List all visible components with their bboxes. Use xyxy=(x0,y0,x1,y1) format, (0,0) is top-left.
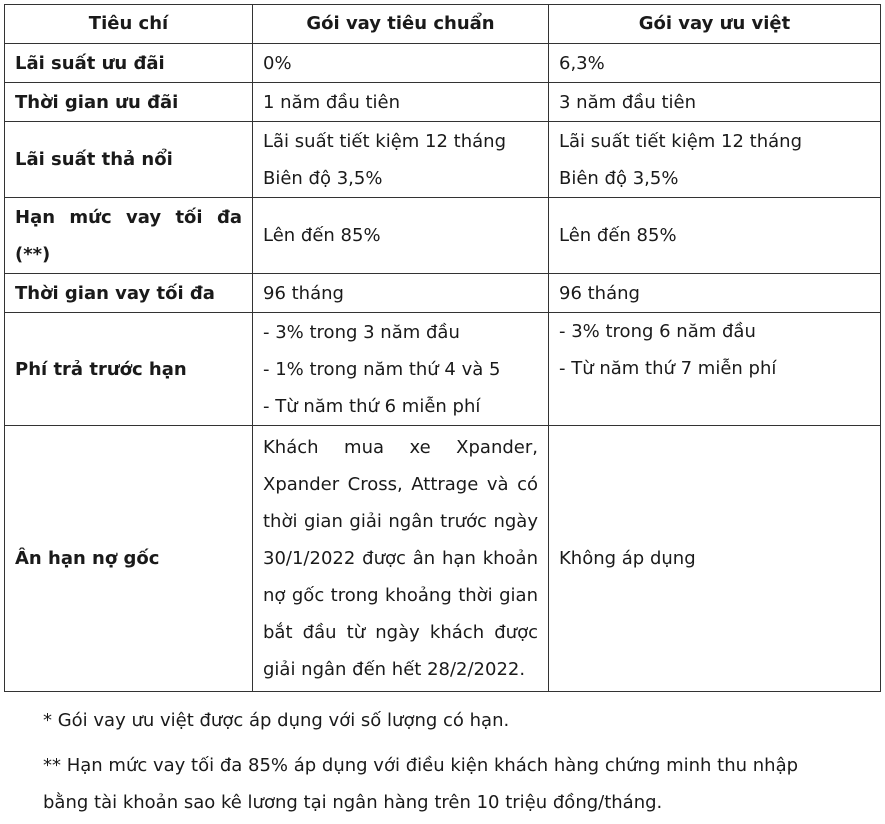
premium-value-cell xyxy=(549,198,881,274)
table-row xyxy=(5,198,881,274)
cell-line: Biên độ 3,5% xyxy=(263,167,383,189)
table-row xyxy=(5,122,881,198)
table-row xyxy=(5,44,881,83)
premium-value-cell xyxy=(549,122,881,198)
cell-line: - 1% trong năm thứ 4 và 5 xyxy=(263,358,501,380)
cell-line: Lên đến 85% xyxy=(559,225,677,246)
criterion-cell: Thời gian vay tối đa xyxy=(5,274,253,313)
loan-comparison-table xyxy=(4,4,881,692)
cell-line: Lên đến 85% xyxy=(263,225,381,246)
cell-line: Không áp dụng xyxy=(559,548,696,569)
premium-value-cell xyxy=(549,274,881,313)
cell-line: 96 tháng xyxy=(263,282,344,304)
cell-line: Biên độ 3,5% xyxy=(559,167,679,189)
cell-line: - 3% trong 3 năm đầu xyxy=(263,321,460,343)
cell-line: 1 năm đầu tiên xyxy=(263,91,400,113)
table-header-row xyxy=(5,5,881,44)
footnotes xyxy=(43,702,843,821)
standard-value-cell xyxy=(253,426,549,692)
cell-line: 96 tháng xyxy=(559,282,640,304)
cell-line: 0% xyxy=(263,52,292,74)
standard-value-cell xyxy=(253,83,549,122)
standard-value-cell xyxy=(253,122,549,198)
premium-value-cell xyxy=(549,44,881,83)
cell-line: - Từ năm thứ 6 miễn phí xyxy=(263,395,481,417)
standard-value-cell xyxy=(253,198,549,274)
premium-value-cell xyxy=(549,83,881,122)
header-standard-loan: Gói vay tiêu chuẩn xyxy=(253,5,549,44)
standard-value-cell xyxy=(253,313,549,426)
criterion-cell: Lãi suất thả nổi xyxy=(5,122,253,198)
table-row xyxy=(5,313,881,426)
header-criterion: Tiêu chí xyxy=(5,5,253,44)
cell-line: Lãi suất tiết kiệm 12 tháng xyxy=(559,130,802,152)
footnote-limited-quantity: * Gói vay ưu việt được áp dụng với số lượng có hạn. xyxy=(43,710,510,731)
premium-value-cell xyxy=(549,313,881,426)
cell-line: - Từ năm thứ 7 miễn phí xyxy=(559,358,777,379)
cell-line: Khách mua xe Xpander, Xpander Cross, Attrage và có thời gian giải ngân trước ngày 30/1/2022 được ân hạn khoản nợ gốc trong khoảng thời gian bắt đầu từ ngày khách được giải ngân đến hết 28/2/2022. xyxy=(263,437,538,680)
premium-value-cell xyxy=(549,426,881,692)
cell-line: - 3% trong 6 năm đầu xyxy=(559,321,756,342)
criterion-cell: Ân hạn nợ gốc xyxy=(5,426,253,692)
table-row xyxy=(5,83,881,122)
cell-line: Lãi suất tiết kiệm 12 tháng xyxy=(263,130,506,152)
cell-line: 3 năm đầu tiên xyxy=(559,91,696,113)
cell-line: 6,3% xyxy=(559,52,605,74)
standard-value-cell xyxy=(253,274,549,313)
table-row xyxy=(5,274,881,313)
criterion-cell: Lãi suất ưu đãi xyxy=(5,44,253,83)
criterion-cell: Thời gian ưu đãi xyxy=(5,83,253,122)
table-row xyxy=(5,426,881,692)
criterion-cell: Phí trả trước hạn xyxy=(5,313,253,426)
standard-value-cell xyxy=(253,44,549,83)
header-premium-loan: Gói vay ưu việt xyxy=(549,5,881,44)
criterion-cell: Hạn mức vay tối đa (**) xyxy=(5,198,253,274)
footnote-loan-limit-condition: ** Hạn mức vay tối đa 85% áp dụng với điều kiện khách hàng chứng minh thu nhập bằng tài khoản sao kê lương tại ngân hàng trên 10 triệu đồng/tháng. xyxy=(43,755,799,813)
